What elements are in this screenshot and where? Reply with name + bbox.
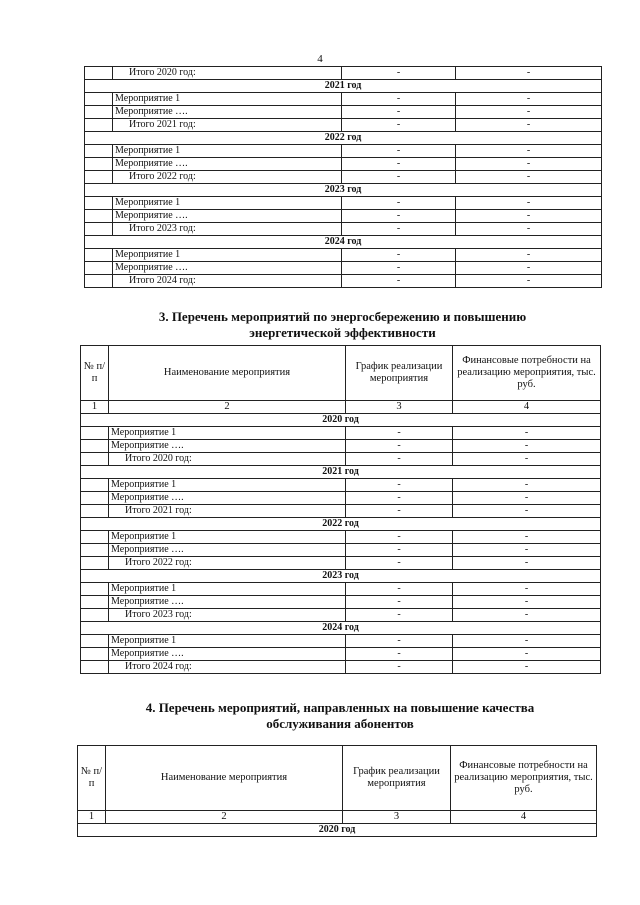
row-activity: Мероприятие 1 xyxy=(109,635,346,648)
table-row xyxy=(85,197,602,210)
total-row xyxy=(81,505,601,518)
year-row xyxy=(81,466,601,479)
row-finance: - xyxy=(456,249,602,262)
row-schedule: - xyxy=(342,171,456,184)
row-schedule: - xyxy=(346,609,453,622)
table-row xyxy=(85,93,602,106)
year-label: 2023 год xyxy=(81,570,601,583)
table-header-row xyxy=(78,746,597,811)
total-row xyxy=(81,609,601,622)
row-num xyxy=(85,119,113,132)
year-label: 2024 год xyxy=(85,236,602,249)
col-number: 3 xyxy=(343,811,451,824)
row-num xyxy=(85,275,113,288)
year-label: 2020 год xyxy=(81,414,601,427)
table-row xyxy=(81,583,601,596)
col-number: 4 xyxy=(451,811,597,824)
header-finance: Финансовые потребности на реализацию мероприятия, тыс. руб. xyxy=(453,346,601,401)
row-activity: Мероприятие 1 xyxy=(109,583,346,596)
row-finance: - xyxy=(456,262,602,275)
row-schedule: - xyxy=(342,197,456,210)
row-num xyxy=(81,440,109,453)
year-label: 2024 год xyxy=(81,622,601,635)
row-schedule: - xyxy=(346,648,453,661)
row-activity: Итого 2023 год: xyxy=(109,609,346,622)
row-num xyxy=(85,106,113,119)
row-activity: Мероприятие …. xyxy=(113,106,342,119)
row-finance: - xyxy=(453,453,601,466)
row-activity: Мероприятие 1 xyxy=(113,249,342,262)
header-name: Наименование мероприятия xyxy=(106,746,343,811)
table-body xyxy=(78,824,597,837)
row-schedule: - xyxy=(342,223,456,236)
row-finance: - xyxy=(453,648,601,661)
col-number: 3 xyxy=(346,401,453,414)
total-row xyxy=(81,557,601,570)
row-schedule: - xyxy=(346,505,453,518)
col-number: 1 xyxy=(78,811,106,824)
row-finance: - xyxy=(453,635,601,648)
row-finance: - xyxy=(453,492,601,505)
row-num xyxy=(81,557,109,570)
section-3-title xyxy=(84,309,601,341)
year-label: 2023 год xyxy=(85,184,602,197)
row-schedule: - xyxy=(346,531,453,544)
col-number: 2 xyxy=(109,401,346,414)
section-4-title xyxy=(80,700,600,732)
row-activity: Итого 2020 год: xyxy=(113,67,342,80)
total-row xyxy=(85,223,602,236)
row-num xyxy=(81,479,109,492)
row-finance: - xyxy=(453,557,601,570)
row-num xyxy=(81,531,109,544)
table-row xyxy=(85,158,602,171)
row-finance: - xyxy=(453,609,601,622)
row-schedule: - xyxy=(346,440,453,453)
year-label: 2021 год xyxy=(81,466,601,479)
row-num xyxy=(85,197,113,210)
row-schedule: - xyxy=(342,145,456,158)
year-row xyxy=(85,80,602,93)
row-finance: - xyxy=(456,67,602,80)
row-activity: Мероприятие …. xyxy=(113,158,342,171)
row-activity: Мероприятие 1 xyxy=(113,145,342,158)
year-row xyxy=(81,414,601,427)
row-schedule: - xyxy=(346,596,453,609)
row-activity: Мероприятие …. xyxy=(109,440,346,453)
row-schedule: - xyxy=(342,106,456,119)
row-activity: Мероприятие 1 xyxy=(109,427,346,440)
row-num xyxy=(81,492,109,505)
table-energy-saving xyxy=(80,345,601,674)
section-3-title-line2: энергетической эффективности xyxy=(249,325,436,340)
row-activity: Итого 2021 год: xyxy=(113,119,342,132)
row-num xyxy=(81,596,109,609)
row-schedule: - xyxy=(342,67,456,80)
year-label: 2022 год xyxy=(85,132,602,145)
row-finance: - xyxy=(456,171,602,184)
year-label: 2020 год xyxy=(78,824,597,837)
row-num xyxy=(81,583,109,596)
row-finance: - xyxy=(453,596,601,609)
row-num xyxy=(81,661,109,674)
row-activity: Мероприятие …. xyxy=(109,544,346,557)
row-num xyxy=(85,158,113,171)
row-schedule: - xyxy=(342,262,456,275)
total-row xyxy=(81,661,601,674)
row-num xyxy=(85,249,113,262)
row-activity: Итого 2023 год: xyxy=(113,223,342,236)
row-activity: Мероприятие 1 xyxy=(109,479,346,492)
table-body xyxy=(81,414,601,674)
row-activity: Итого 2024 год: xyxy=(109,661,346,674)
total-row xyxy=(85,119,602,132)
table-service-quality xyxy=(77,745,597,837)
row-num xyxy=(81,609,109,622)
row-num xyxy=(85,210,113,223)
header-schedule: График реализации мероприятия xyxy=(346,346,453,401)
row-activity: Итого 2024 год: xyxy=(113,275,342,288)
row-finance: - xyxy=(453,427,601,440)
row-activity: Мероприятие 1 xyxy=(113,93,342,106)
row-finance: - xyxy=(456,93,602,106)
row-activity: Мероприятие …. xyxy=(109,596,346,609)
row-finance: - xyxy=(453,505,601,518)
table-row xyxy=(81,440,601,453)
row-schedule: - xyxy=(346,661,453,674)
row-num xyxy=(81,505,109,518)
table-row xyxy=(81,479,601,492)
row-finance: - xyxy=(453,544,601,557)
row-num xyxy=(81,453,109,466)
row-num xyxy=(85,93,113,106)
table-row xyxy=(81,635,601,648)
row-schedule: - xyxy=(346,544,453,557)
row-finance: - xyxy=(453,583,601,596)
year-row xyxy=(81,518,601,531)
column-number-row xyxy=(78,811,597,824)
year-row xyxy=(78,824,597,837)
row-finance: - xyxy=(456,197,602,210)
row-finance: - xyxy=(456,119,602,132)
row-activity: Итого 2022 год: xyxy=(113,171,342,184)
row-num xyxy=(85,262,113,275)
row-activity: Мероприятие …. xyxy=(113,210,342,223)
section-3-title-line1: 3. Перечень мероприятий по энергосбережению и повышению xyxy=(158,309,527,324)
row-activity: Мероприятие …. xyxy=(109,492,346,505)
row-schedule: - xyxy=(346,583,453,596)
row-schedule: - xyxy=(346,453,453,466)
header-num: № п/п xyxy=(81,346,109,401)
row-num xyxy=(85,171,113,184)
table-row xyxy=(81,596,601,609)
row-schedule: - xyxy=(346,479,453,492)
row-schedule: - xyxy=(346,635,453,648)
year-label: 2021 год xyxy=(85,80,602,93)
row-schedule: - xyxy=(342,210,456,223)
table-header-row xyxy=(81,346,601,401)
col-number: 4 xyxy=(453,401,601,414)
table-row xyxy=(85,106,602,119)
section-4-title-line2: обслуживания абонентов xyxy=(266,716,414,731)
page-number: 4 xyxy=(317,53,323,65)
row-finance: - xyxy=(456,158,602,171)
table-row xyxy=(81,492,601,505)
row-finance: - xyxy=(456,210,602,223)
row-activity: Итого 2020 год: xyxy=(109,453,346,466)
row-finance: - xyxy=(453,661,601,674)
column-number-row xyxy=(81,401,601,414)
header-finance: Финансовые потребности на реализацию мероприятия, тыс. руб. xyxy=(451,746,597,811)
header-name: Наименование мероприятия xyxy=(109,346,346,401)
table-row xyxy=(85,262,602,275)
row-num xyxy=(81,544,109,557)
row-activity: Мероприятие 1 xyxy=(109,531,346,544)
row-schedule: - xyxy=(346,557,453,570)
row-schedule: - xyxy=(342,93,456,106)
table-row xyxy=(81,648,601,661)
table-row xyxy=(81,531,601,544)
col-number: 1 xyxy=(81,401,109,414)
total-row xyxy=(85,67,602,80)
total-row xyxy=(85,171,602,184)
total-row xyxy=(81,453,601,466)
row-finance: - xyxy=(456,106,602,119)
row-activity: Мероприятие 1 xyxy=(113,197,342,210)
row-finance: - xyxy=(453,440,601,453)
table-row xyxy=(85,145,602,158)
row-activity: Мероприятие …. xyxy=(109,648,346,661)
row-finance: - xyxy=(453,531,601,544)
year-label: 2022 год xyxy=(81,518,601,531)
row-finance: - xyxy=(453,479,601,492)
year-row xyxy=(85,184,602,197)
col-number: 2 xyxy=(106,811,343,824)
row-schedule: - xyxy=(342,158,456,171)
row-num xyxy=(81,427,109,440)
row-finance: - xyxy=(456,223,602,236)
row-num xyxy=(85,67,113,80)
year-row xyxy=(81,622,601,635)
section-4-title-line1: 4. Перечень мероприятий, направленных на повышение качества xyxy=(145,700,535,715)
year-row xyxy=(81,570,601,583)
header-schedule: График реализации мероприятия xyxy=(343,746,451,811)
year-row xyxy=(85,236,602,249)
row-num xyxy=(85,223,113,236)
table-energy-continued xyxy=(84,66,602,288)
row-schedule: - xyxy=(346,492,453,505)
total-row xyxy=(85,275,602,288)
year-row xyxy=(85,132,602,145)
row-schedule: - xyxy=(346,427,453,440)
row-activity: Мероприятие …. xyxy=(113,262,342,275)
row-activity: Итого 2021 год: xyxy=(109,505,346,518)
row-num xyxy=(81,635,109,648)
table-row xyxy=(85,210,602,223)
row-finance: - xyxy=(456,275,602,288)
table-body xyxy=(85,67,602,288)
table-row xyxy=(81,544,601,557)
row-finance: - xyxy=(456,145,602,158)
row-activity: Итого 2022 год: xyxy=(109,557,346,570)
row-schedule: - xyxy=(342,275,456,288)
table-row xyxy=(81,427,601,440)
row-schedule: - xyxy=(342,249,456,262)
row-schedule: - xyxy=(342,119,456,132)
row-num xyxy=(85,145,113,158)
header-num: № п/п xyxy=(78,746,106,811)
row-num xyxy=(81,648,109,661)
table-row xyxy=(85,249,602,262)
